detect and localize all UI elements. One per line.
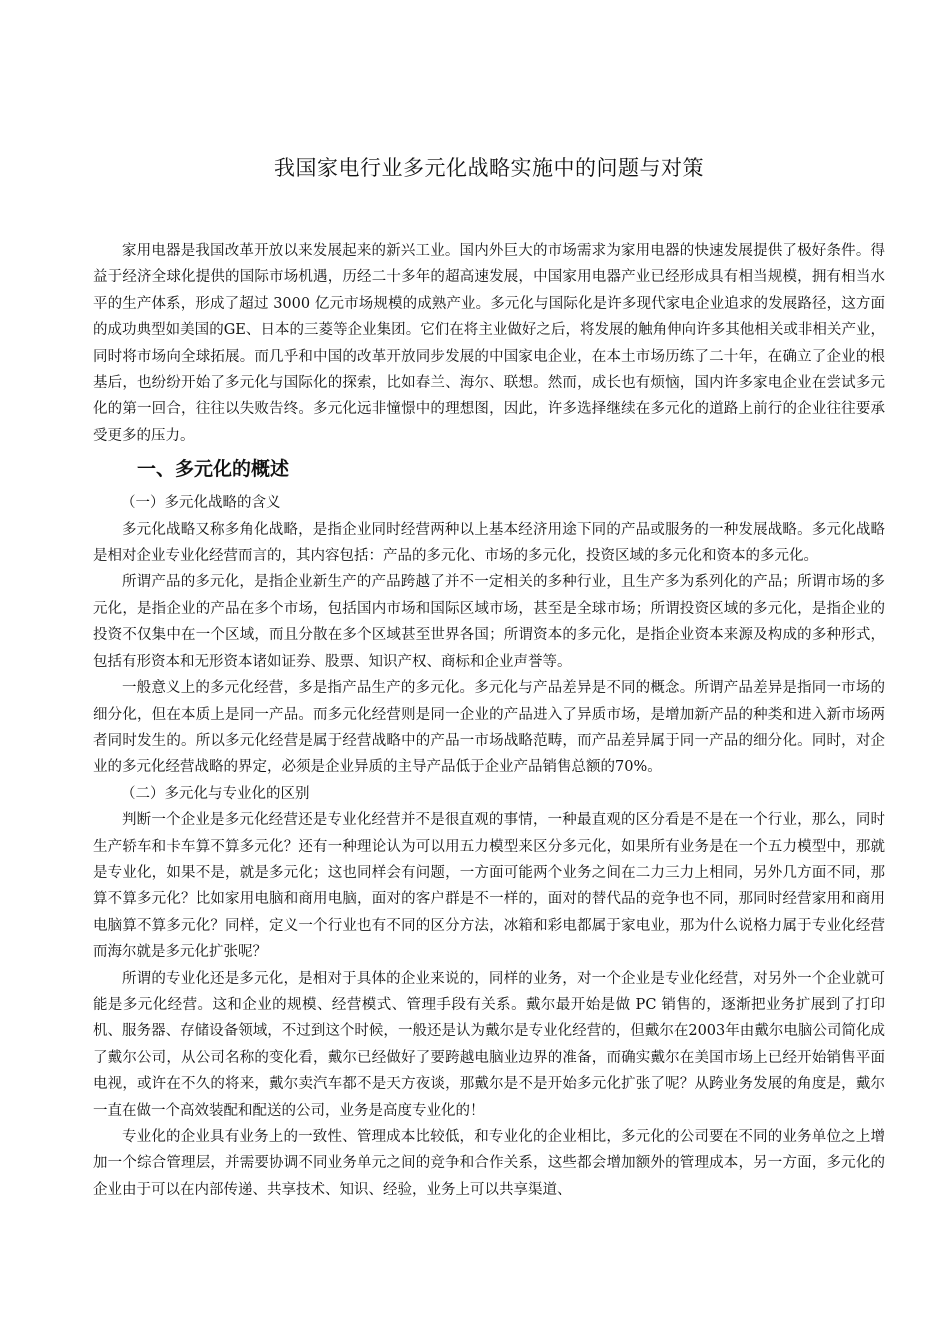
definition-paragraph-2: 所谓产品的多元化，是指企业新生产的产品跨越了并不一定相关的多种行业，且生产多为系列化的产品；所谓市场的多元化，是指企业的产品在多个市场，包括国内市场和国际区域市场，甚至是全球市场；所谓投资区域的多元化，是指企业的投资不仅集中在一个区域，而且分散在多个区域甚至世界各国；所谓资本的多元化，是指企业资本来源及构成的多种形式，包括有形资本和无形资本诸如证券、股票、知识产权、商标和企业声誉等。 <box>93 574 885 670</box>
definition-paragraph-1: 多元化战略又称多角化战略，是指企业同时经营两种以上基本经济用途下同的产品或服务的一种发展战略。多元化战略是相对企业专业化经营而言的，其内容包括：产品的多元化、市场的多元化，投资区域的多元化和资本的多元化。 <box>93 521 885 565</box>
subsection-heading-definition: （一）多元化战略的含义 <box>121 495 281 512</box>
intro-paragraph: 家用电器是我国改革开放以来发展起来的新兴工业。国内外巨大的市场需求为家用电器的快速发展提供了极好条件。得益于经济全球化提供的国际市场机遇，历经二十多年的超高速发展，中国家用电器产业已经形成具有相当规模，拥有相当水平的生产体系，形成了超过 3000 亿元市场规模的成熟产业。多元化与国际化是许多现代家电企业追求的发展路径，这方面的成功典型如美国的GE、日本的三菱等企业集团。它们在将主业做好之后，将发展的触角伸向许多其他相关或非相关产业，同时将市场向全球拓展。而几乎和中国的改革开放同步发展的中国家电企业，在本土市场历练了二十年，在确立了企业的根基后，也纷纷开始了多元化与国际化的探索，比如春兰、海尔、联想。然而，成长也有烦恼，国内许多家电企业在尝试多元化的第一回合，往往以失败告终。多元化远非憧憬中的理想图，因此，许多选择继续在多元化的道路上前行的企业往往要承受更多的压力。 <box>93 243 885 444</box>
definition-paragraph-3: 一般意义上的多元化经营，多是指产品生产的多元化。多元化与产品差异是不同的概念。所谓产品差异是指同一市场的细分化，但在本质上是同一产品。而多元化经营则是同一企业的产品进入了异质市场，是增加新产品的种类和进入新市场两者同时发生的。所以多元化经营是属于经营战略中的产品一市场战略范畴，而产品差异属于同一产品的细分化。同时，对企业的多元化经营战略的界定，必须是企业异质的主导产品低于企业产品销售总额的70%。 <box>93 680 885 776</box>
document-body <box>93 238 885 1203</box>
section-heading-overview: 一、多元化的概述 <box>137 458 290 481</box>
difference-paragraph-3: 专业化的企业具有业务上的一致性、管理成本比较低，和专业化的企业相比，多元化的公司要在不同的业务单位之上增加一个综合管理层，并需要协调不同业务单元之间的竞争和合作关系，这些都会增加额外的管理成本，另一方面，多元化的企业由于可以在内部传递、共享技术、知识、经验，业务上可以共享渠道、 <box>93 1129 885 1198</box>
difference-paragraph-2: 所谓的专业化还是多元化，是相对于具体的企业来说的，同样的业务，对一个企业是专业化经营，对另外一个企业就可能是多元化经营。这和企业的规模、经营模式、管理手段有关系。戴尔最开始是做 PC 销售的，逐渐把业务扩展到了打印机、服务器、存储设备领域，不过到这个时候，一般还是认为戴尔是专业化经营的，但戴尔在2003年由戴尔电脑公司简化成了戴尔公司，从公司名称的变化看，戴尔已经做好了要跨越电脑业边界的准备，而确实戴尔在美国市场上已经开始销售平面电视，或许在不久的将来，戴尔卖汽车都不是天方夜谈，那戴尔是不是开始多元化扩张了呢？从跨业务发展的角度是，戴尔一直在做一个高效装配和配送的公司，业务是高度专业化的！ <box>93 970 885 1119</box>
document-title: 我国家电行业多元化战略实施中的问题与对策 <box>274 156 704 180</box>
difference-paragraph-1: 判断一个企业是多元化经营还是专业化经营并不是很直观的事情，一种最直观的区分看是不是在一个行业，那么，同时生产轿车和卡车算不算多元化？还有一种理论认为可以用五力模型来区分多元化，如果所有业务是在一个五力模型中，那就是专业化，如果不是，就是多元化；这也同样会有问题，一方面可能两个业务之间在二力三力上相同，另外几方面不同，那算不算多元化？比如家用电脑和商用电脑，面对的客户群是不一样的，面对的替代品的竞争也不同，那同时经营家用和商用电脑算不算多元化？同样，定义一个行业也有不同的区分方法，冰箱和彩电都属于家电业，那为什么说格力属于专业化经营而海尔就是多元化扩张呢？ <box>93 812 885 961</box>
subsection-heading-difference: （二）多元化与专业化的区别 <box>121 785 310 802</box>
